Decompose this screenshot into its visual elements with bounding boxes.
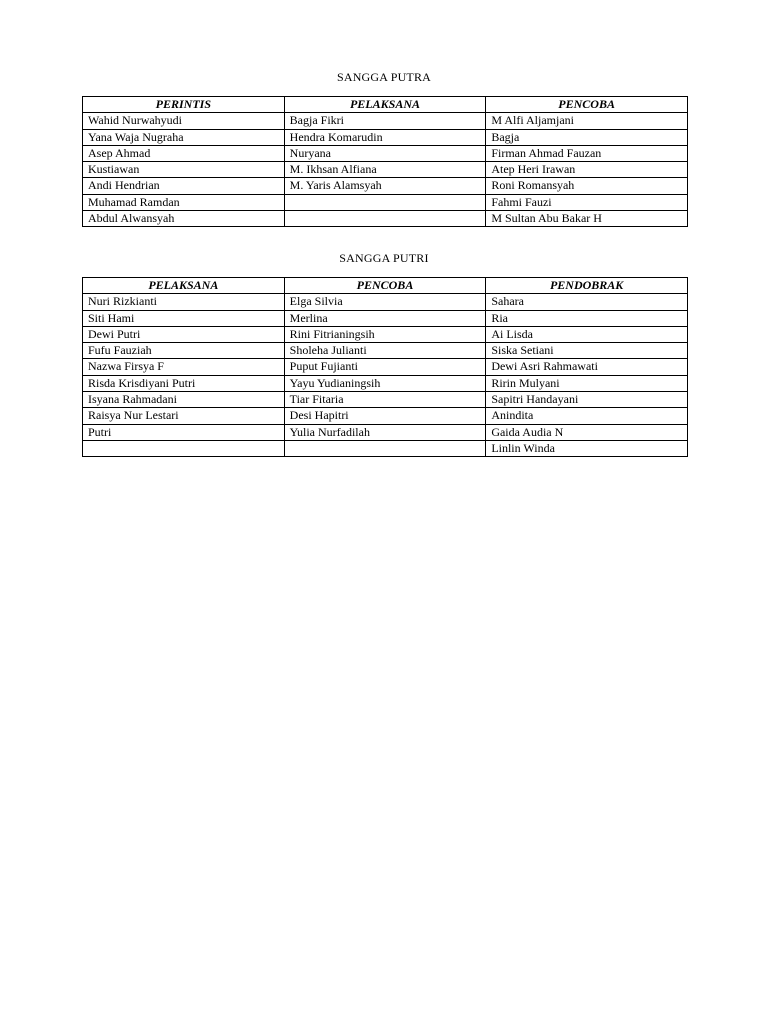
table-cell bbox=[284, 194, 486, 210]
table-row bbox=[83, 408, 688, 424]
table-cell: Yulia Nurfadilah bbox=[284, 424, 486, 440]
table-cell: Siska Setiani bbox=[486, 343, 688, 359]
table-cell: Desi Hapitri bbox=[284, 408, 486, 424]
table-row bbox=[83, 113, 688, 129]
table-cell: Linlin Winda bbox=[486, 440, 688, 456]
table-row bbox=[83, 424, 688, 440]
table-row bbox=[83, 359, 688, 375]
table-row bbox=[83, 375, 688, 391]
table-cell: Elga Silvia bbox=[284, 294, 486, 310]
column-header: PENCOBA bbox=[486, 97, 688, 113]
table-cell: Tiar Fitaria bbox=[284, 392, 486, 408]
table-cell bbox=[284, 211, 486, 227]
table-cell: Abdul Alwansyah bbox=[83, 211, 285, 227]
table-row bbox=[83, 178, 688, 194]
table-cell: Rini Fitrianingsih bbox=[284, 326, 486, 342]
table-cell: Andi Hendrian bbox=[83, 178, 285, 194]
table-cell: M. Ikhsan Alfiana bbox=[284, 162, 486, 178]
table-row bbox=[83, 145, 688, 161]
table-row bbox=[83, 392, 688, 408]
table-row bbox=[83, 343, 688, 359]
table-cell: Putri bbox=[83, 424, 285, 440]
table-cell: Bagja Fikri bbox=[284, 113, 486, 129]
table-cell: Asep Ahmad bbox=[83, 145, 285, 161]
column-header: PENDOBRAK bbox=[486, 278, 688, 294]
table-cell: Fufu Fauziah bbox=[83, 343, 285, 359]
table-cell: Bagja bbox=[486, 129, 688, 145]
table-cell: Firman Ahmad Fauzan bbox=[486, 145, 688, 161]
table-cell: Fahmi Fauzi bbox=[486, 194, 688, 210]
table-cell bbox=[83, 440, 285, 456]
table-cell: Atep Heri Irawan bbox=[486, 162, 688, 178]
table-cell: Risda Krisdiyani Putri bbox=[83, 375, 285, 391]
table-cell: Yana Waja Nugraha bbox=[83, 129, 285, 145]
table-cell: Yayu Yudianingsih bbox=[284, 375, 486, 391]
column-header: PELAKSANA bbox=[284, 97, 486, 113]
table-cell: Sholeha Julianti bbox=[284, 343, 486, 359]
sangga-putri-title: SANGGA PUTRI bbox=[339, 251, 429, 265]
table-header-row bbox=[83, 97, 688, 113]
table-cell: Nuryana bbox=[284, 145, 486, 161]
table-row bbox=[83, 310, 688, 326]
table-cell: Nuri Rizkianti bbox=[83, 294, 285, 310]
table-cell: Dewi Asri Rahmawati bbox=[486, 359, 688, 375]
column-header: PERINTIS bbox=[83, 97, 285, 113]
table-cell: Raisya Nur Lestari bbox=[83, 408, 285, 424]
table-header-row bbox=[83, 278, 688, 294]
table-cell: Ai Lisda bbox=[486, 326, 688, 342]
table-cell: Dewi Putri bbox=[83, 326, 285, 342]
table-cell: Ria bbox=[486, 310, 688, 326]
table-cell bbox=[284, 440, 486, 456]
table-cell: Isyana Rahmadani bbox=[83, 392, 285, 408]
table-cell: Merlina bbox=[284, 310, 486, 326]
table-cell: Sapitri Handayani bbox=[486, 392, 688, 408]
table-row bbox=[83, 162, 688, 178]
column-header: PENCOBA bbox=[284, 278, 486, 294]
table-row bbox=[83, 440, 688, 456]
column-header: PELAKSANA bbox=[83, 278, 285, 294]
table-cell: Sahara bbox=[486, 294, 688, 310]
table-row bbox=[83, 194, 688, 210]
table-row bbox=[83, 129, 688, 145]
sangga-putra-table bbox=[82, 96, 688, 227]
sangga-putra-title: SANGGA PUTRA bbox=[336, 70, 432, 84]
table-cell: Wahid Nurwahyudi bbox=[83, 113, 285, 129]
table-cell: Siti Hami bbox=[83, 310, 285, 326]
table-cell: Puput Fujianti bbox=[284, 359, 486, 375]
table-cell: M. Yaris Alamsyah bbox=[284, 178, 486, 194]
table-cell: Kustiawan bbox=[83, 162, 285, 178]
table-cell: M Sultan Abu Bakar H bbox=[486, 211, 688, 227]
sangga-putri-table bbox=[82, 277, 688, 457]
table-row bbox=[83, 211, 688, 227]
table-row bbox=[83, 294, 688, 310]
table-row bbox=[83, 326, 688, 342]
table-cell: Roni Romansyah bbox=[486, 178, 688, 194]
table-cell: Gaida Audia N bbox=[486, 424, 688, 440]
table-cell: M Alfi Aljamjani bbox=[486, 113, 688, 129]
table-cell: Ririn Mulyani bbox=[486, 375, 688, 391]
table-cell: Muhamad Ramdan bbox=[83, 194, 285, 210]
table-cell: Hendra Komarudin bbox=[284, 129, 486, 145]
table-cell: Nazwa Firsya F bbox=[83, 359, 285, 375]
table-cell: Anindita bbox=[486, 408, 688, 424]
